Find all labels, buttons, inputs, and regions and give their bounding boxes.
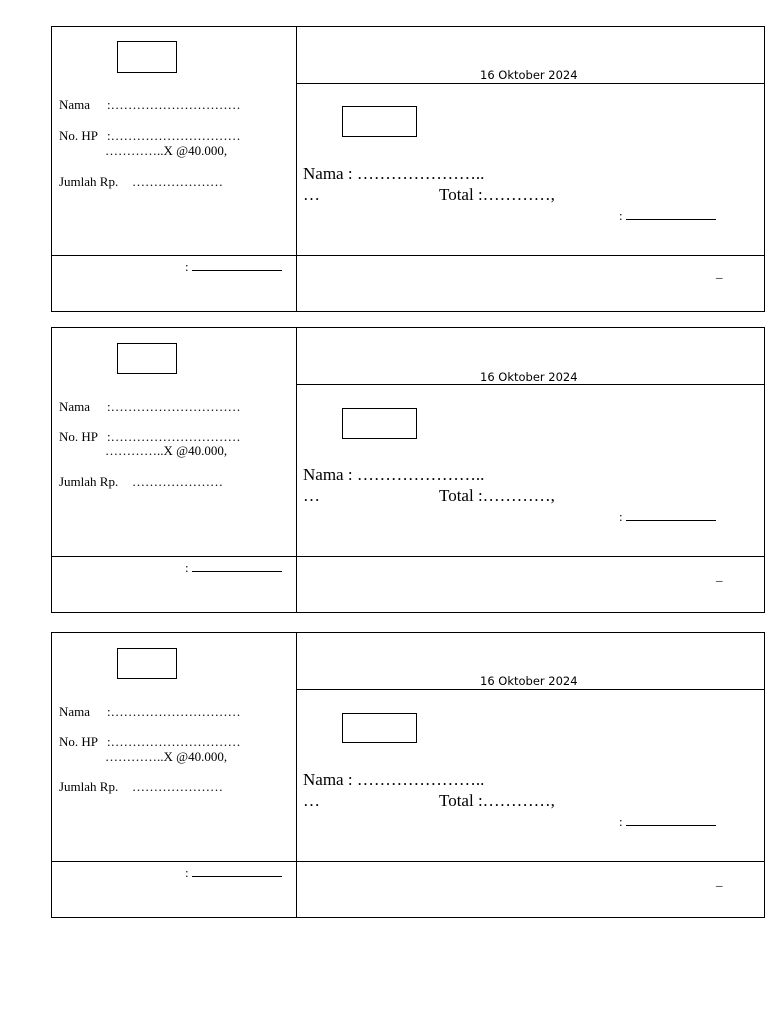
stub-hp-value: :………………………… bbox=[107, 128, 241, 143]
main-ellipsis: … bbox=[303, 791, 320, 810]
stub-amount-value: ………………… bbox=[132, 474, 223, 489]
stub-amount-label: Jumlah Rp. bbox=[59, 779, 119, 794]
main-ellipsis: … bbox=[303, 486, 320, 505]
stub-name-label: Nama bbox=[59, 97, 91, 112]
stub-stamp-box bbox=[117, 41, 177, 73]
main-signature-colon: : bbox=[619, 509, 623, 524]
stub-signature-colon: : bbox=[185, 865, 189, 880]
main-signature bbox=[619, 509, 716, 525]
main-stamp-box bbox=[342, 408, 417, 439]
main-name-line: Nama : ………………….. bbox=[303, 770, 485, 789]
stub-amount-value: ………………… bbox=[132, 779, 223, 794]
stub-qty-line: …………..X @40.000, bbox=[105, 143, 228, 158]
main-signature bbox=[619, 814, 716, 830]
main-ellipsis: … bbox=[303, 185, 320, 204]
column-divider bbox=[296, 27, 297, 311]
main-signature-line bbox=[626, 219, 716, 220]
footer-divider bbox=[52, 255, 764, 256]
header-divider bbox=[296, 689, 764, 690]
main-name-line: Nama : ………………….. bbox=[303, 164, 485, 183]
main-signature-line bbox=[626, 825, 716, 826]
stub-signature-line bbox=[192, 876, 282, 877]
stub-hp-value: :………………………… bbox=[107, 734, 241, 749]
main-name-line: Nama : ………………….. bbox=[303, 465, 485, 484]
receipt-1 bbox=[51, 26, 765, 312]
stub-amount-label: Jumlah Rp. bbox=[59, 474, 119, 489]
main-stamp-box bbox=[342, 106, 417, 137]
main-stamp-box bbox=[342, 713, 417, 743]
stub-signature bbox=[185, 259, 282, 275]
main-signature-colon: : bbox=[619, 208, 623, 223]
stub-hp-value: :………………………… bbox=[107, 429, 241, 444]
footer-divider bbox=[52, 556, 764, 557]
header-divider bbox=[296, 83, 764, 84]
main-total-line: Total :…………, bbox=[439, 486, 555, 505]
receipt-date: 16 Oktober 2024 bbox=[480, 370, 578, 384]
stub-name-value: :………………………… bbox=[107, 704, 241, 719]
stub-stamp-box bbox=[117, 648, 177, 679]
header-divider bbox=[296, 384, 764, 385]
receipt-2 bbox=[51, 327, 765, 613]
stub-hp-label: No. HP bbox=[59, 734, 99, 749]
stub-hp-label: No. HP bbox=[59, 429, 99, 444]
stub-name-label: Nama bbox=[59, 704, 91, 719]
stub-name-label: Nama bbox=[59, 399, 91, 414]
stub-signature bbox=[185, 560, 282, 576]
stub-signature-colon: : bbox=[185, 259, 189, 274]
main-signature bbox=[619, 208, 716, 224]
receipt-date: 16 Oktober 2024 bbox=[480, 674, 578, 688]
stub-stamp-box bbox=[117, 343, 177, 374]
stub-signature-colon: : bbox=[185, 560, 189, 575]
receipt-date: 16 Oktober 2024 bbox=[480, 68, 578, 82]
stub-qty-line: …………..X @40.000, bbox=[105, 443, 228, 458]
column-divider bbox=[296, 633, 297, 917]
main-dash: _ bbox=[716, 265, 723, 280]
main-dash: _ bbox=[716, 568, 723, 583]
stub-signature-line bbox=[192, 270, 282, 271]
main-signature-line bbox=[626, 520, 716, 521]
stub-amount-value: ………………… bbox=[132, 174, 223, 189]
main-total-line: Total :…………, bbox=[439, 185, 555, 204]
main-total-line: Total :…………, bbox=[439, 791, 555, 810]
stub-hp-label: No. HP bbox=[59, 128, 99, 143]
stub-qty-line: …………..X @40.000, bbox=[105, 749, 228, 764]
receipt-3 bbox=[51, 632, 765, 918]
stub-signature-line bbox=[192, 571, 282, 572]
footer-divider bbox=[52, 861, 764, 862]
main-signature-colon: : bbox=[619, 814, 623, 829]
stub-name-value: :………………………… bbox=[107, 97, 241, 112]
column-divider bbox=[296, 328, 297, 612]
stub-amount-label: Jumlah Rp. bbox=[59, 174, 119, 189]
stub-signature bbox=[185, 865, 282, 881]
stub-name-value: :………………………… bbox=[107, 399, 241, 414]
main-dash: _ bbox=[716, 873, 723, 888]
